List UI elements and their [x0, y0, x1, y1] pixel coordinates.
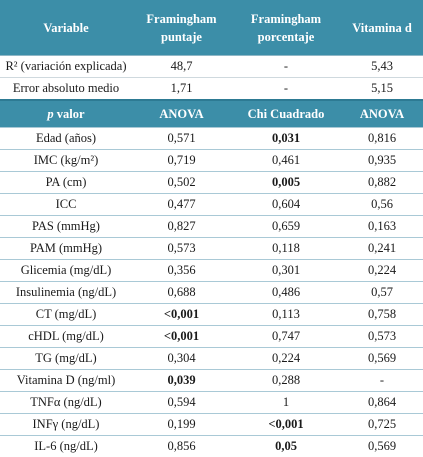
row-label: INFγ (ng/dL) — [0, 414, 132, 436]
row-value-anova: 0,039 — [132, 370, 231, 392]
row-value-chi-cuadrado: 0,05 — [231, 436, 341, 457]
subheader-p-valor — [0, 100, 132, 128]
row-value-anova-vitd: 0,758 — [341, 304, 423, 326]
table-row — [0, 150, 423, 172]
header-variable: Variable — [0, 0, 132, 56]
row-value-anova-vitd: 0,864 — [341, 392, 423, 414]
row-value-anova: <0,001 — [132, 326, 231, 348]
table-row — [0, 436, 423, 457]
pvalue-rows — [0, 128, 423, 457]
row-label: Insulinemia (ng/dL) — [0, 282, 132, 304]
row-value-anova: 0,502 — [132, 172, 231, 194]
row-value-anova-vitd: 0,241 — [341, 238, 423, 260]
row-value-anova-vitd: 0,573 — [341, 326, 423, 348]
row-value-anova: 0,594 — [132, 392, 231, 414]
row-value-anova-vitd: 0,56 — [341, 194, 423, 216]
row-value-chi-cuadrado: 0,301 — [231, 260, 341, 282]
table-row — [0, 194, 423, 216]
metric-row — [0, 78, 423, 101]
table-row — [0, 304, 423, 326]
row-value-anova-vitd: - — [341, 370, 423, 392]
row-value-anova-vitd: 0,816 — [341, 128, 423, 150]
row-value-anova-vitd: 0,935 — [341, 150, 423, 172]
table-row — [0, 392, 423, 414]
table-row — [0, 238, 423, 260]
table-row — [0, 260, 423, 282]
header-vitamina-d: Vitamina d — [341, 0, 423, 56]
row-value-anova: 0,199 — [132, 414, 231, 436]
row-label: PAS (mmHg) — [0, 216, 132, 238]
row-label: Vitamina D (ng/ml) — [0, 370, 132, 392]
row-value-chi-cuadrado: 0,031 — [231, 128, 341, 150]
row-value-anova-vitd: 0,725 — [341, 414, 423, 436]
metric-value: - — [231, 56, 341, 78]
table-row — [0, 370, 423, 392]
row-value-anova: 0,304 — [132, 348, 231, 370]
row-value-chi-cuadrado: <0,001 — [231, 414, 341, 436]
table-row — [0, 282, 423, 304]
table-row — [0, 326, 423, 348]
row-value-chi-cuadrado: 0,113 — [231, 304, 341, 326]
subheader-anova-vitd: ANOVA — [341, 100, 423, 128]
row-value-anova: 0,573 — [132, 238, 231, 260]
metric-label: R² (variación explicada) — [0, 56, 132, 78]
metric-value: 5,15 — [341, 78, 423, 101]
metric-value: 5,43 — [341, 56, 423, 78]
table-row — [0, 172, 423, 194]
metric-value: 48,7 — [132, 56, 231, 78]
metric-value: 1,71 — [132, 78, 231, 101]
row-label: PAM (mmHg) — [0, 238, 132, 260]
row-label: TG (mg/dL) — [0, 348, 132, 370]
row-value-anova-vitd: 0,882 — [341, 172, 423, 194]
metric-label: Error absoluto medio — [0, 78, 132, 101]
row-label: cHDL (mg/dL) — [0, 326, 132, 348]
row-value-chi-cuadrado: 0,659 — [231, 216, 341, 238]
row-value-anova-vitd: 0,569 — [341, 348, 423, 370]
subheader-p: p — [47, 107, 53, 121]
row-label: TNFα (ng/dL) — [0, 392, 132, 414]
header-framingham-porcentaje: Framingham porcentaje — [231, 0, 341, 56]
row-value-anova: 0,571 — [132, 128, 231, 150]
row-label: Glicemia (mg/dL) — [0, 260, 132, 282]
row-value-anova: 0,477 — [132, 194, 231, 216]
row-value-chi-cuadrado: 0,461 — [231, 150, 341, 172]
subheader-valor: valor — [54, 107, 85, 121]
row-value-chi-cuadrado: 0,005 — [231, 172, 341, 194]
row-value-chi-cuadrado: 0,288 — [231, 370, 341, 392]
table-row — [0, 128, 423, 150]
subheader-chi-cuadrado: Chi Cuadrado — [231, 100, 341, 128]
header-framingham-puntaje: Framingham puntaje — [132, 0, 231, 56]
row-value-anova-vitd: 0,224 — [341, 260, 423, 282]
row-value-chi-cuadrado: 0,486 — [231, 282, 341, 304]
row-value-chi-cuadrado: 0,224 — [231, 348, 341, 370]
row-value-chi-cuadrado: 0,118 — [231, 238, 341, 260]
row-value-anova: 0,688 — [132, 282, 231, 304]
metric-row — [0, 56, 423, 78]
row-value-anova: 0,856 — [132, 436, 231, 457]
row-label: CT (mg/dL) — [0, 304, 132, 326]
table-row — [0, 414, 423, 436]
row-value-anova-vitd: 0,569 — [341, 436, 423, 457]
subheader-row — [0, 100, 423, 128]
row-label: IMC (kg/m²) — [0, 150, 132, 172]
subheader-anova: ANOVA — [132, 100, 231, 128]
row-value-anova: 0,356 — [132, 260, 231, 282]
table-row — [0, 348, 423, 370]
row-label: Edad (años) — [0, 128, 132, 150]
row-value-anova: 0,827 — [132, 216, 231, 238]
row-value-chi-cuadrado: 0,604 — [231, 194, 341, 216]
row-value-anova: <0,001 — [132, 304, 231, 326]
row-value-chi-cuadrado: 1 — [231, 392, 341, 414]
row-label: IL-6 (ng/dL) — [0, 436, 132, 457]
row-value-anova-vitd: 0,163 — [341, 216, 423, 238]
row-label: PA (cm) — [0, 172, 132, 194]
row-value-anova: 0,719 — [132, 150, 231, 172]
header-row — [0, 0, 423, 56]
metric-value: - — [231, 78, 341, 101]
table-row — [0, 216, 423, 238]
row-label: ICC — [0, 194, 132, 216]
row-value-anova-vitd: 0,57 — [341, 282, 423, 304]
row-value-chi-cuadrado: 0,747 — [231, 326, 341, 348]
